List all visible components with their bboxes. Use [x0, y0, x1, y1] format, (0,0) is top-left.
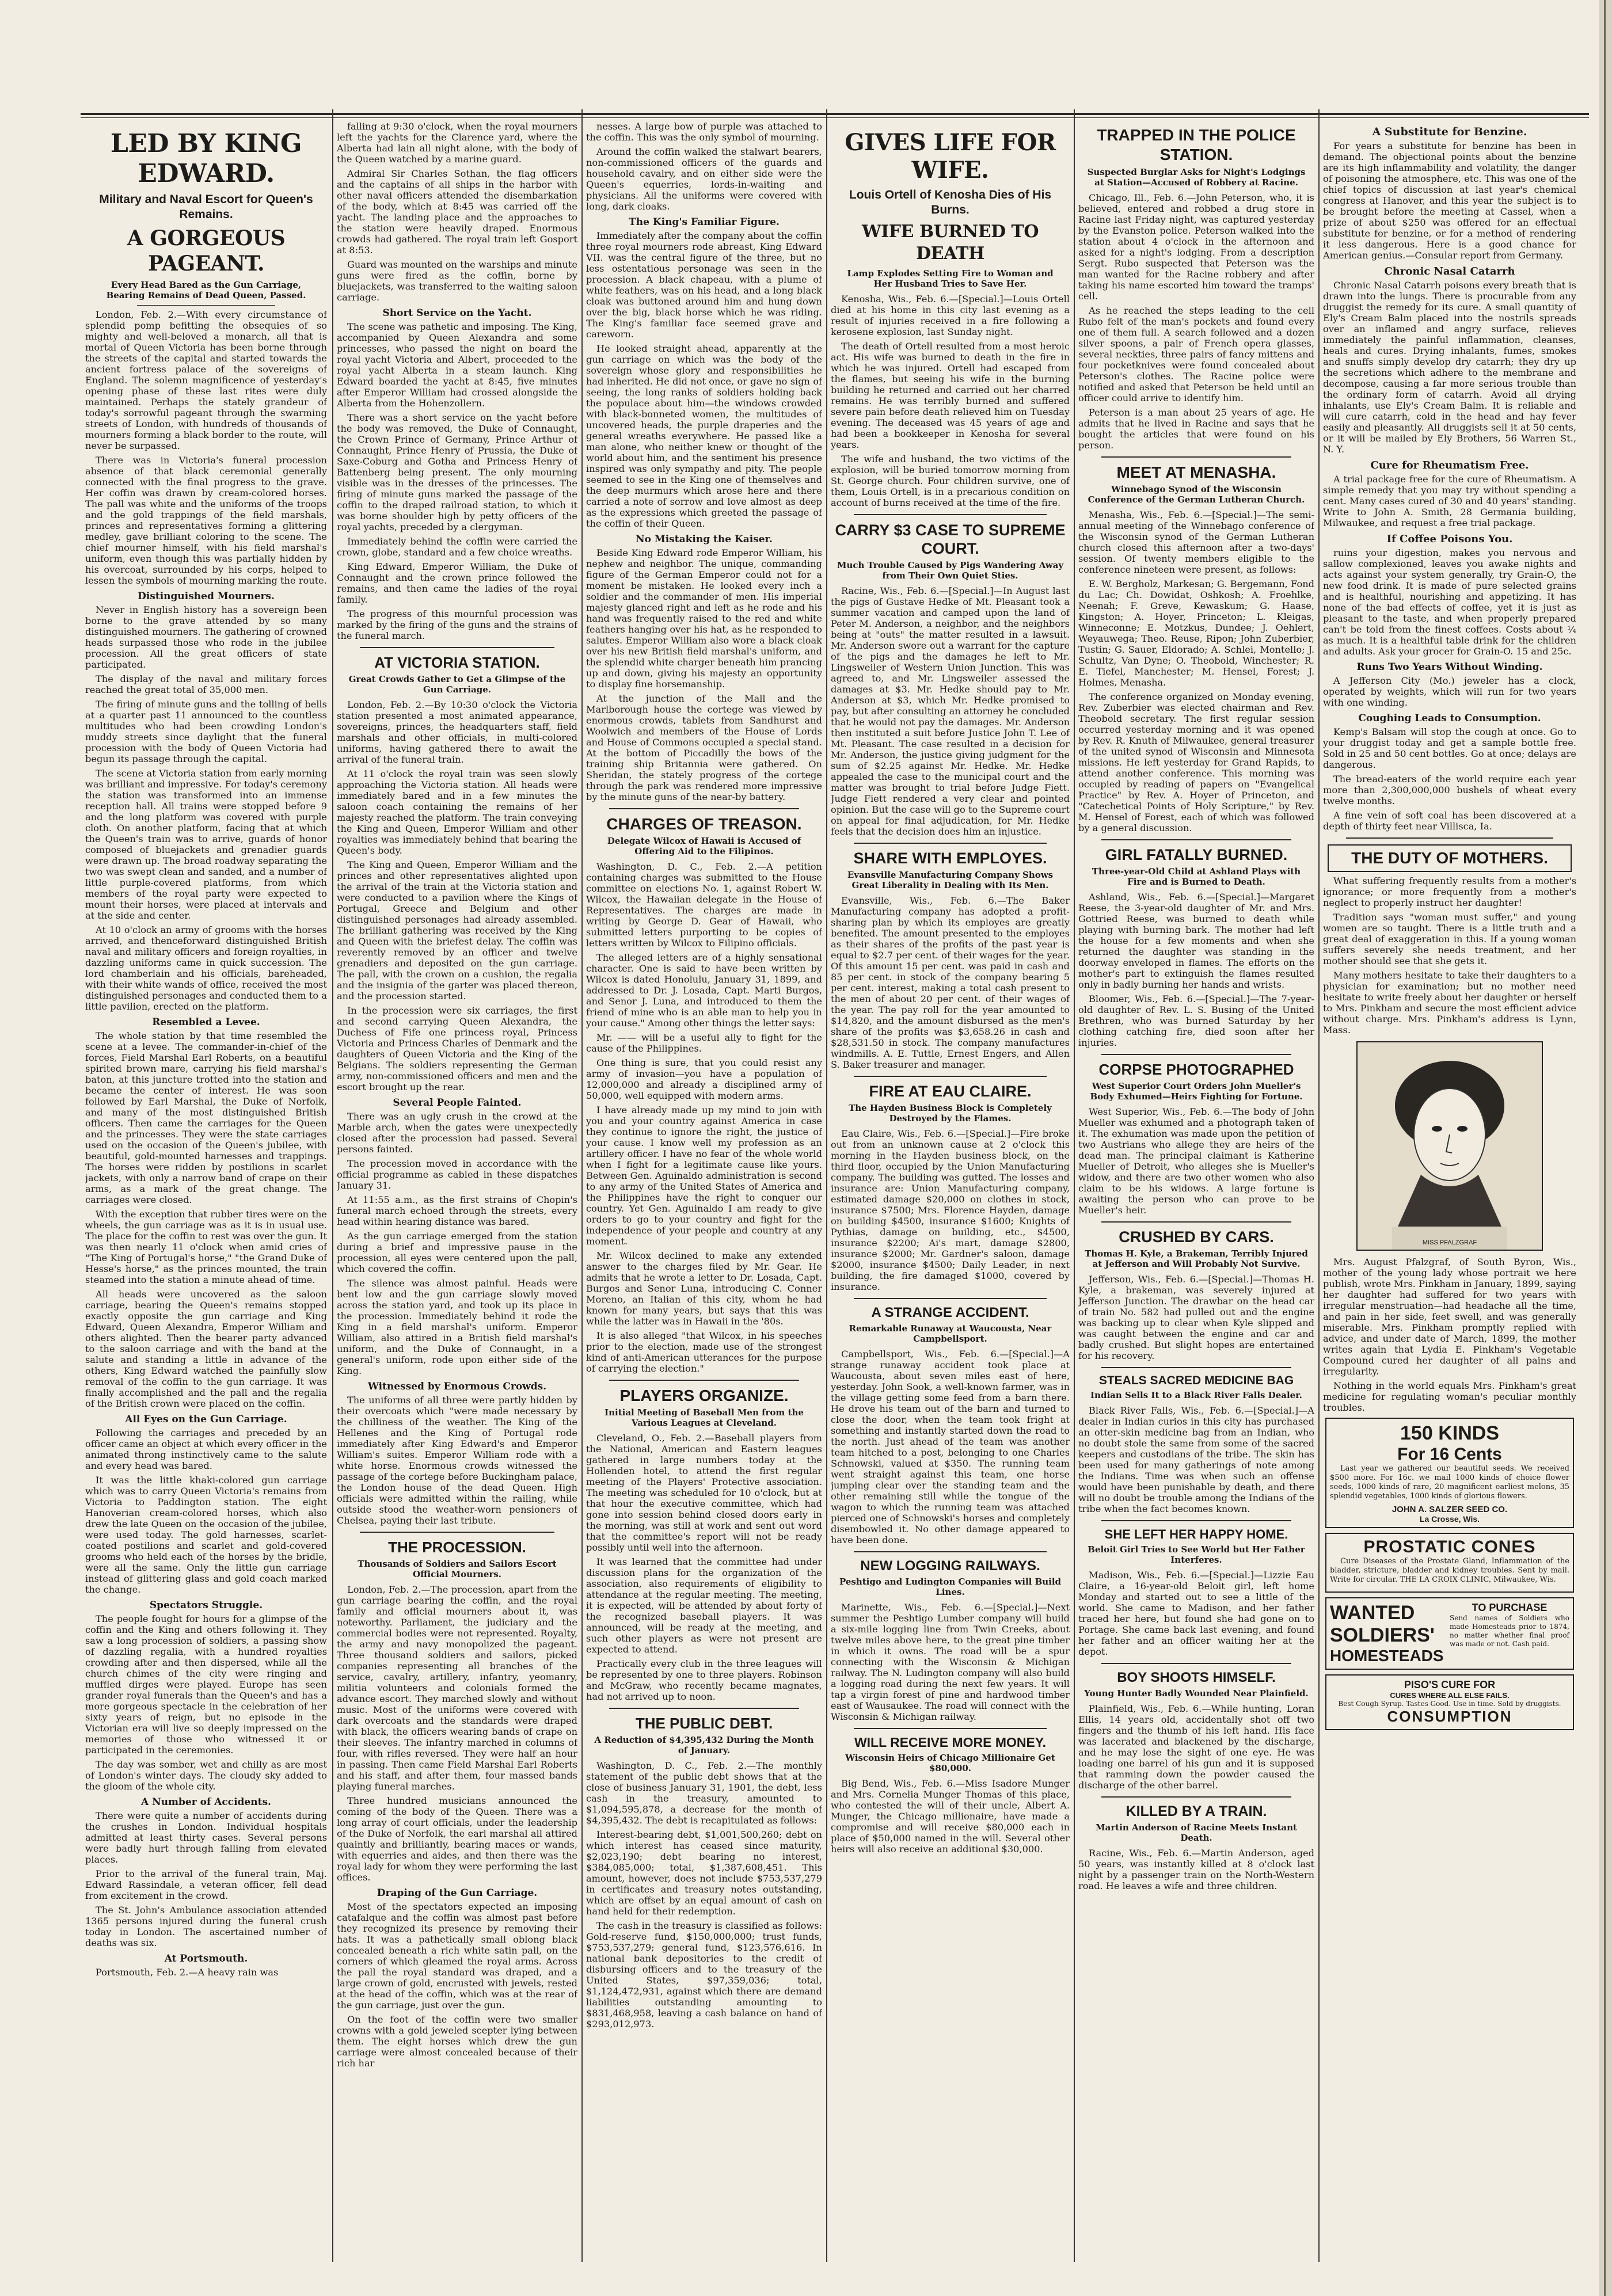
- ad-paragraph: Mrs. August Pfalzgraf, of South Byron, Wis., mother of the young lady whose portrait we here publish, wrote Mrs. Pinkham in January, 1899, saying her daughter had suffered for two years with irregular menstruation—had headache all the time, and pain in her side, feet swell, and was generally miserable. Mrs. Pinkham promptly replied with advice, and under date of March, 1899, the mother writes again that Lydia E. Pinkham's Vegetable Compound cured her daughter of all pains and irregularity.: [1323, 1256, 1576, 1377]
- top-rule: [81, 113, 1589, 115]
- article-paragraph: The uniforms of all three were partly hidden by their overcoats which "were made necessary by the chilliness of the weather. The King of the Hellenes and the King of Portugal rode immediately after King Edward's and Emperor William's suites. Emperor William rode with a white horse. Enormous crowds witnessed the passage of the cortege before Buckingham palace, the London house of the dead Queen. High officials were admitted within the railing, while outside stood the weather-worn pensioners of Chelsea, paying their last tribute.: [337, 1395, 577, 1526]
- article-paragraph: At 10 o'clock an army of grooms with the horses arrived, and thenceforward distinguished British naval and military officers and foreign royalties, in dazzling uniforms came in quick succession. The lord chamberlain and his officials, bareheaded, with their white wands of office, received the most distinguished personages and conducted them to a little pavilion, erected on the platform.: [85, 924, 327, 1012]
- headline-girl-fatally-burned: GIRL FATALLY BURNED.: [1105, 846, 1288, 863]
- article-paragraph: Around the coffin walked the stalwart bearers, non-commissioned officers of the guards and household cavalry, and on either side were the Queen's equerries, lords-in-waiting and physicians. All the uniforms were covered with long, dark cloaks.: [586, 146, 822, 212]
- headline-strange-accident: A STRANGE ACCIDENT.: [871, 1305, 1029, 1320]
- deck-ashland: Three-year-Old Child at Ashland Plays with Fire and is Burned to Death.: [1092, 866, 1301, 887]
- deck-indian: Indian Sells It to a Black River Falls Dealer.: [1090, 1390, 1302, 1400]
- article-paragraph: Chicago, Ill., Feb. 6.—John Peterson, who, it is believed, entered and robbed a drug store in Racine last Friday night, was captured yesterday by the Evanston police. Peterson walked into the station about 4 o'clock in the afternoon and asked for a night's lodging. From a description Sergt. Rubo suspected that Peterson was the man wanted for the Racine robbery and after taking his name escorted him toward the tramps' cell.: [1078, 192, 1314, 302]
- article-paragraph: Racine, Wis., Feb. 6.—Martin Anderson, aged 50 years, was instantly killed at 8 o'clock last night by a passenger train on the North-Western road. He leaves a wife and three children.: [1078, 1848, 1314, 1891]
- article-paragraph: Campbellsport, Wis., Feb. 6.—[Special.]—A strange runaway accident took place at Waucousta, about seven miles east of here, yesterday. John Sook, a well-known farmer, was in the village getting some feed from a barn there. He drove his team out of the barn and turned to close the door, when the team took fright at something and instantly started down the road to the north. Just ahead of the team was another team hitched to a post, belonging to one Charles Schnowski, valued at $350. The running team went straight against this team, one horse jumping clear over the standing team and the other remaining still while the tongue of the wagon to which the running team was attached pierced one of Schnowski's horses and completely disembowled it. No other damage appeared to have been done.: [831, 1349, 1070, 1545]
- article-paragraph: Washington, D. C., Feb. 2.—A petition containing charges was submitted to the House committee on elections No. 1, against Robert W. Wilcox, the Hawaiian delegate in the House of Representatives. The charges are made in writing by George D. Gear of Hawaii, who submitted letters purporting to be copies of letters written by Wilcox to Filipino officials.: [586, 861, 822, 949]
- ad-prostatic-cones: [1325, 1533, 1574, 1593]
- page-edge: [1599, 0, 1612, 2296]
- article-paragraph: The whole station by that time resembled the scene at a levee. The commander-in-chief of the forces, Field Marshal Earl Roberts, on a beautiful spirited brown mare, carrying his field marshal's baton, at this juncture trotted into the station and became the center of interest. He was soon followed by Earl Marshal, the Duke of Norfolk, and many of the most distinguished British officers. Then came the carriages for the Queen and the princesses. They were the state carriages used on the occasion of the Queen's jubilee, with beautiful, gold-mounted harnesses and trappings. The horses were ridden by postilions in scarlet jackets, with only a narrow band of crape on their arms, as a mark of the great change. The carriages were closed.: [85, 1030, 327, 1205]
- headline-crushed-by-cars: CRUSHED BY CARS.: [1119, 1228, 1274, 1246]
- separator: [360, 1532, 554, 1533]
- ad-pisos-title: PISO'S CURE FOR: [1404, 1679, 1496, 1690]
- headline-logging-railways: NEW LOGGING RAILWAYS.: [860, 1558, 1040, 1574]
- separator: [854, 1076, 1047, 1077]
- article-paragraph: King Edward, Emperor William, the Duke of Connaught and the crown prince followed the remains, and then came the ladies of the royal family.: [337, 561, 577, 605]
- headline-more-money: WILL RECEIVE MORE MONEY.: [854, 1735, 1047, 1750]
- portrait-illustration: [1358, 1042, 1542, 1250]
- article-paragraph: At 11 o'clock the royal train was seen slowly approaching the Victoria station. All heads were immediately bared and in a few minutes the saloon coach containing the remains of her majesty reached the platform. The train conveying the King and Queen, Emperor William and other royalties was immediately behind that bearing the Queen's body.: [337, 768, 577, 856]
- separator: [137, 305, 275, 306]
- deck-wilcox: Delegate Wilcox of Hawaii is Accused of Offering Aid to the Filipinos.: [607, 836, 801, 856]
- section-subhead: Several People Fainted.: [393, 1097, 522, 1109]
- article-paragraph: Peterson is a man about 25 years of age. He admits that he lived in Racine and says that he bought the articles that were found on his person.: [1078, 407, 1314, 451]
- separator: [854, 843, 1047, 844]
- ad-paragraph: Nothing in the world equals Mrs. Pinkham's great medicine for regulating woman's peculiar monthly troubles.: [1323, 1380, 1576, 1413]
- article-paragraph: Never in English history has a sovereign been borne to the grave attended by so many distinguished mourners. The gathering of crowned heads surpassed those who rode in the jubilee procession. All the great officers of state participated.: [85, 604, 327, 670]
- top-rule-thin: [81, 117, 1589, 118]
- article-paragraph: Eau Claire, Wis., Feb. 6.—[Special.]—Fire broke out from an unknown cause at 2 o'clock this morning in the Hayden business block, on the third floor, occupied by the Union Manufacturing company. The building was gutted. The losses and insurance are: Union Manufacturing company, estimated damage $20,000 on clothes in stock, insurance $7500; Mrs. Florence Hayden, damage on building $4500, insurance $1600; Knights of Pythias, damage on building, etc., $4500, insurance $2200; Ai's mart, damage $2800, insurance $2000; Mr. Gardner's saloon, damage $2000, insurance $4500; Daily Leader, in next building, the fire damaged $1000, covered by insurance.: [831, 1128, 1070, 1292]
- article-paragraph: Jefferson, Wis., Feb. 6.—[Special.]—Thomas H. Kyle, a brakeman, was severely injured at Jefferson Junction. The drawbar on the head car of train No. 582 had pulled out and the engine was backing up to clear when Kyle slipped and was caught between the engine and car and badly crushed. But slight hopes are entertained for his recovery.: [1078, 1274, 1314, 1361]
- ad-headline-benzine: A Substitute for Benzine.: [1372, 125, 1527, 138]
- article-paragraph: It is also alleged "that Wilcox, in his speeches prior to the election, made use of the strongest kind of anti-American utterances for the purpose of carrying the election.": [586, 1330, 822, 1374]
- article-paragraph: Interest-bearing debt, $1,001,500,260; debt on which interest has ceased since maturity, $2,023,190; debt bearing no interest, $384,085,000; total, $1,387,608,451. This amount, however, does not include $753,537,279 in certificates and treasury notes outstanding, which are offset by an equal amount of cash on hand held for their redemption.: [586, 1829, 822, 1917]
- deck-soldiers: Thousands of Soldiers and Sailors Escort Official Mourners.: [358, 1559, 557, 1579]
- article-paragraph: Practically every club in the three leagues will be represented by one to three players. Robinson and McGraw, who recently became magnates, had not arrived up to noon.: [586, 1658, 822, 1702]
- article-paragraph: The people fought for hours for a glimpse of the coffin and the King and others following it. They saw a long procession of soldiers, a passing show of dazzling regalia, with a hundred royalties crowding after and then dispersed, while all the church chimes of the city were ringing and muffled dirges were played. Europe has seen grander royal funerals than the Queen's and has a more gorgeous spectacle in the celebration of her sixty years of reign, but no episode in the Victorian era will live so deeply impressed on the memories of those who witnessed it or participated in the ceremonies.: [85, 1613, 327, 1756]
- article-paragraph: Mr. Wilcox declined to make any extended answer to the charges filed by Mr. Gear. He admits that he wrote a letter to Dr. Losada, Capt. Burgos and Senor Luna, introducing C. Conner Moreno, an Italian of this city, whom he had known for many years, but says that this was while the latter was in Hawaii in the '80s.: [586, 1250, 822, 1327]
- ad-soldiers: SOLDIERS': [1330, 1624, 1435, 1646]
- deck-anderson: Martin Anderson of Racine Meets Instant Death.: [1096, 1822, 1297, 1843]
- article-paragraph: The St. John's Ambulance association attended 1365 persons injured during the funeral crush today in London. The ascertained number of deaths was six.: [85, 1905, 327, 1948]
- column-rule: [581, 109, 583, 2262]
- article-paragraph: Beside King Edward rode Emperor William, his nephew and neighbor. The unique, commanding figure of the German Emperor could not for a moment be mistaken. He looked every inch a soldier and the commander of men. His imperial majesty glanced right and left as he rode and his hand was frequently raised to the red and white feathers hanging over his hat, as he responded to salutes. Emperor William also wore a black cloak over his new British field marshal's uniform, and the splendid white charger beneath him prancing up and down, giving his majesty an opportunity to display fine horsemanship.: [586, 547, 822, 690]
- deck-hayden-block: The Hayden Business Block is Completely Destroyed by the Flames.: [849, 1103, 1052, 1124]
- section-subhead: The King's Familiar Figure.: [629, 216, 780, 228]
- ad-headline-coffee: If Coffee Poisons You.: [1386, 533, 1513, 545]
- headline-public-debt: THE PUBLIC DEBT.: [635, 1715, 773, 1732]
- subhead-escort: Military and Naval Escort for Queen's Remains.: [99, 193, 313, 221]
- article-paragraph: Madison, Wis., Feb. 6.—[Special.]—Lizzie Eau Claire, a 16-year-old Beloit girl, left home Monday and started out to see a little of the world. She came to Madison, and her father traced her here, but found she had gone on to Portage. She came back last evening, and found her father and an officer waiting her at the depot.: [1078, 1570, 1314, 1657]
- column-rule: [332, 109, 333, 2262]
- headline-gives-life-for-wife: GIVES LIFE FOR WIFE.: [845, 129, 1056, 184]
- ad-headline-catarrh: Chronic Nasal Catarrh: [1384, 265, 1515, 277]
- separator: [1101, 1520, 1291, 1521]
- ad-paragraph: Tradition says "woman must suffer," and young women are so taught. There is a little truth and a great deal of exaggeration in this. If a young woman suffers severely she needs treatment, and her mother should see that she gets it.: [1323, 912, 1576, 966]
- ad-homesteads: HOMESTEADS: [1330, 1647, 1444, 1665]
- ad-paragraph: For years a substitute for benzine has been in demand. The objectional points about the benzine are its high inflammability and volatility, the danger of poisoning the atmosphere, etc. This was one of the chief topics of discussion at last year's chemical congress at Hanover, and this year the subject is to be brought before the meeting at Cassel, when a prize of about $250 was offered for an effectual substitute for benzine, or for a method of rendering it less dangerous. Here is a good chance for American genius.—Consular report from Germany.: [1323, 140, 1576, 261]
- headline-charges-of-treason: CHARGES OF TREASON.: [606, 815, 802, 833]
- ad-paragraph: What suffering frequently results from a mother's ignorance; or more frequently from a mother's neglect to properly instruct her daughter!: [1323, 875, 1576, 908]
- headline-clock: Runs Two Years Without Winding.: [1356, 661, 1543, 673]
- separator: [1101, 1663, 1291, 1664]
- article-paragraph: Black River Falls, Wis., Feb. 6.—[Special.]—A dealer in Indian curios in this city has purchased an otter-skin medicine bag from an Indian, who no doubt stole the same from some of the sacred keepers and custodians of the tribe. The skin has been used for many gatherings of note among the Indians. Time was when such an offense would have been punishable by death, and there will no doubt be trouble among the Indians of the tribe when the fact becomes known.: [1078, 1405, 1314, 1514]
- headline-led-by-king-edward: LED BY KING EDWARD.: [110, 129, 302, 188]
- article-paragraph: Ashland, Wis., Feb. 6.—[Special.]—Margaret Reese, the 3-year-old daughter of Mr. and Mrs. Gottried Reese, was burned to death while playing with burning bark. The mother had left the house for a few moments and when she returned the daughter was standing in the doorway enveloped in flames. The efforts on the mother's part to extinguish the flames resulted only in badly burning her hands and wrists.: [1078, 892, 1314, 990]
- deck-synod: Winnebago Synod of the Wisconsin Conference of the German Lutheran Church.: [1088, 484, 1305, 505]
- column-6: [1323, 121, 1576, 2262]
- article-paragraph: The silence was almost painful. Heads were bent low and the gun carriage slowly moved across the station yard, and took up its place in the procession. Immediately behind it rode the King in a field marshal's uniform. Emperor William, also attired in a British field marshal's uniform, and the Duke of Connaught, in a general's uniform, rode upon either side of the King.: [337, 1278, 577, 1376]
- separator: [609, 1380, 799, 1381]
- deck-beloit: Beloit Girl Tries to See World but Her Father Interferes.: [1088, 1544, 1305, 1565]
- separator: [360, 647, 554, 648]
- deck-hunter: Young Hunter Badly Wounded Near Plainfield.: [1084, 1688, 1309, 1699]
- separator: [854, 514, 1047, 515]
- article-paragraph: Racine, Wis., Feb. 6.—[Special.]—In August last the pigs of Gustave Hedke of Mt. Pleasant took a summer vacation and camped upon the land of Peter M. Anderson, a neighbor, and the neighbors being at "outs" the matter resulted in a lawsuit. Mr. Anderson swore out a warrant for the capture of the pigs and the damages he left to Mr. Lingsweiler of Western Union Junction. This was agreed to, and Mr. Lingsweiler assessed the damages at $3. Mr. Hedke should pay to Mr. Anderson at $3, which Mr. Hedke promised to pay, but after consulting an attorney he concluded that he would not pay the damages. Mr. Anderson then instituted a suit before Justice John T. Lee of Mt. Pleasant. The case resulted in a decision for Mr. Anderson, the justice giving judgment for the sum of $2.25 against Mr. Hedke. Mr. Hedke appealed the case to the municipal court and the matter was brought to trial before Judge Fiett. Judge Fiett rendered a very clear and pointed opinion. But the case will go to the Supreme court on appeal for final adjudication, for Mr. Hedke feels that the decision does him an injustice.: [831, 585, 1070, 837]
- deck-peshtigo: Peshtigo and Ludington Companies will Build Lines.: [839, 1577, 1062, 1597]
- section-subhead: At Portsmouth.: [164, 1953, 248, 1964]
- article-paragraph: A fine vein of soft coal has been discovered at a depth of thirty feet near Villisca, Ia.: [1323, 810, 1576, 832]
- article-paragraph: Marinette, Wis., Feb. 6.—[Special.]—Next summer the Peshtigo Lumber company will build a six-mile logging line from Twin Creeks, about twelve miles above here, to the great pine timber in which it owns. The road will be a spur connecting with the Wisconsin & Michigan railway. The N. Ludington company will also build a logging road during the next few years. It will tap a virgin forest of pine and hardwood timber east of Wausaukee. The road will connect with the Wisconsin & Michigan railway.: [831, 1602, 1070, 1722]
- article-paragraph: The scene at Victoria station from early morning was brilliant and impressive. For today's ceremony the station was transformed into an immense reception hall. All trains were stopped before 9 and the long platform was covered with purple cloth. On another platform, facing that at which the Queen's train was to arrive, guards of honor composed of bluejackets and grenadier guards were drawn up. The broad roadway separating the two was swept clean and sanded, and a number of little purple-covered platforms, from which members of the royal party were expected to mount their horses, were placed at intervals and at the side and center.: [85, 768, 327, 921]
- ad-seeds-price: For 16 Cents: [1397, 1445, 1502, 1464]
- headline-fire-eau-claire: FIRE AT EAU CLAIRE.: [869, 1083, 1032, 1100]
- deck-crowds: Great Crowds Gather to Get a Glimpse of the Gun Carriage.: [348, 674, 566, 695]
- separator: [854, 1728, 1047, 1729]
- article-paragraph: The King and Queen, Emperor William and the princes and other representatives alighted upon the arrival of the train at the Victoria station and were conducted to a pavilion where the Kings of Portugal, Greece and Belgium and other distinguished personages had already assembled. The brilliant gathering was received by the King and Queen with the briefest delay. The coffin was reverently removed by an officer and twelve grenadiers and deposited on the gun carriage. The pall, with the crown on a cushion, the regalia and the insignia of the garter was placed thereon, and the procession started.: [337, 859, 577, 1002]
- article-paragraph: The cash in the treasury is classified as follows: Gold-reserve fund, $150,000,000; trust funds, $753,537,279; general fund, $123,576,616. In national bank depositories to the credit of disbursing officers and to the treasury of the United States, $97,359,036; total, $1,124,472,931, against which there are demand liabilities outstanding amounting to $831,468,958, leaving a cash balance on hand of $293,012,973.: [586, 1920, 822, 2030]
- article-paragraph: Evansville, Wis., Feb. 6.—The Baker Manufacturing company has adopted a profit-sharing plan by which its employes are greatly benefited. The amount presented to the employes as their shares of the profits of the past year is equal to $2.7 per cent. of their wages for the year. Of this amount 15 per cent. was paid in cash and 85 per cent. in stock of the company bearing 5 per cent. interest, making a total cash present to the men of about 20 per cent. of their wages of the year. The pay roll for the year amounted to $14,820, and the amount disbursed as the men's share of the profits was $3,658.26 in cash and $28,531.50 in stock. The company manufactures windmills. A. E. Tuttle, Ernest Engers, and Allen S. Baker treasurer and manager.: [831, 895, 1070, 1070]
- ad-paragraph: ruins your digestion, makes you nervous and sallow complexioned, leaves you awake nights and acts against your system generally, try Grain-O, the new food drink. It is made of pure selected grains and is healthful, nourishing and appetizing. It has none of the bad effects of coffee, yet it is just as pleasant to the taste, and when properly prepared can't be told from the finest coffees. Costs about ¼ as much. It is a healthful table drink for the children and adults. Ask your grocer for Grain-O. 15 and 25c.: [1323, 547, 1576, 657]
- article-paragraph: The conference organized on Monday evening, Rev. Zuberbier was elected chairman and Rev. Theobold secretary. The first regular session occurred yesterday morning and it was opened by Rev. R. Knuth of Milwaukee, general treasurer of the united synod of Wisconsin and Minnesota missions. He left yesterday for Grand Rapids, to attend another conference. This morning was occupied by reading of papers on "Evangelical Practice" by Rev. A. Hoyer of Princeton, and "Catechetical Points of Holy Scripture," by Rev. M. Hensel of Forest, each of which was followed by a general discussion.: [1078, 691, 1314, 833]
- separator: [1101, 1367, 1291, 1368]
- separator: [1101, 1221, 1291, 1223]
- ad-to-purchase: TO PURCHASE: [1472, 1602, 1548, 1613]
- ad-soldiers-homesteads: [1325, 1597, 1574, 1670]
- article-paragraph: Washington, D. C., Feb. 2.—The monthly statement of the public debt shows that at the close of business January 31, 1901, the debt, less cash in the treasury, amounted to $1,094,595,878, a decrease for the month of $4,395,432. The debt is recapitulated as follows:: [586, 1760, 822, 1826]
- article-paragraph: Cleveland, O., Feb. 2.—Baseball players from the National, American and Eastern leagues gathered in large numbers today at the Hollenden hotel, to attend the first regular meeting of the Players' Protective association. The meeting was scheduled for 10 o'clock, but at that hour the executive committee, which had gone into session behind closed doors early in the morning, was still at work and sent out word that the committee's report will not be ready possibly until well into the afternoon.: [586, 1433, 822, 1553]
- article-paragraph: As he reached the steps leading to the cell Rubo felt of the man's pockets and found every one of them full. A search followed and a dozen silver spoons, a pair of French opera glasses, several neckties, three pairs of fancy mittens and four pocketknives were found concealed about Peterson's clothes. The Racine police were notified and asked that Peterson be held until an officer could arrive to identify him.: [1078, 305, 1314, 403]
- ad-wanted: WANTED: [1330, 1602, 1415, 1624]
- column-rule: [1074, 109, 1075, 2262]
- headline-victoria-station: AT VICTORIA STATION.: [374, 654, 540, 671]
- article-paragraph: A Jefferson City (Mo.) jeweler has a clock, operated by weights, which will run for two years with one winding.: [1323, 675, 1576, 708]
- section-subhead: Distinguished Mourners.: [138, 591, 275, 602]
- article-paragraph: The progress of this mournful procession was marked by the firing of the guns and the strains of the funeral march.: [337, 608, 577, 641]
- article-paragraph: With the exception that rubber tires were on the wheels, the gun carriage was as it is in usual use. The place for the coffin to rest was over the gun. It was then nearly 11 o'clock when amid cries of "The King of Portugal's horse," "the Grand Duke of Hesse's horse," as the princes mounted, the train steamed into the station a minute ahead of time.: [85, 1209, 327, 1285]
- headline-gorgeous-pageant: A GORGEOUS PAGEANT.: [127, 226, 286, 276]
- deck-burglar: Suspected Burglar Asks for Night's Lodgings at Station—Accused of Robbery at Racine.: [1087, 167, 1306, 188]
- article-paragraph: Kenosha, Wis., Feb. 6.—[Special.]—Louis Ortell died at his home in this city last evening as a result of injuries received in a fire following a kerosene explosion, last Sunday night.: [831, 294, 1070, 337]
- article-paragraph: E. W. Bergholz, Markesan; G. Bergemann, Fond du Lac; Ch. Dowidat, Oshkosh; A. Froehlke, Neenah; F. Greve, Kewaskum; G. Haase, Kingston; A. Hoyer, Princeton; L. Kleigas, Winneconne; E. Motzkus, Dundee; J. Oehlert, Weyauwega; Theo. Reuse, Ripon; John Zuberbier, Tustin; G. Sauer, Eldorado; A. Schlei, Montello; J. Schultz, Van Dyne; O. Theobold, Winchester; R. E. Tiefel, Manchester; M. Hensel, Forest; J. Holmes, Menasha.: [1078, 578, 1314, 688]
- article-paragraph: London, Feb. 2.—The procession, apart from the gun carriage bearing the coffin, and the royal family and official mourners about it, was noteworthy. Parliament, the judiciary and the commercial bodies were not represented. Royalty, the army and navy monopolized the pageant. Three thousand soldiers and sailors, picked companies representing all branches of the service, cavalry, artillery, infantry, yeomanry, militia volunteers and colonials formed the advance escort. They marched slowly and without music. Most of the uniforms were covered with dark overcoats and the standards were draped with black, the officers wearing bands of crape on their sleeves. The infantry marched in columns of four, with rifles reversed. They were half an hour in passing. Then came Field Marshal Earl Roberts and his staff, and after them, four massed bands playing funeral marches.: [337, 1584, 577, 1792]
- article-paragraph: Following the carriages and preceded by an officer came an object at which every officer in the animated throng instinctively came to the salute and every head was bared.: [85, 1427, 327, 1471]
- ad-headline-rheumatism: Cure for Rheumatism Free.: [1370, 459, 1529, 471]
- separator: [1101, 1796, 1291, 1798]
- article-paragraph: At the junction of the Mall and the Marlborough house the cortege was viewed by enormous crowds, tablets from Sandhurst and Woolwich and members of the House of Lords and House of Commons occupied a special stand. At the bottom of Piccadilly the bows of the training ship Britannia were gathered. On Sheridan, the stately progress of the cortege through the park was rendered more impressive by the minute guns of the near-by battery.: [586, 693, 822, 802]
- article-paragraph: It was learned that the committee had under discussion plans for the organization of the association, also requirements of eligibility to attendance at the regular meeting. The meeting, it is expected, will be attended by about forty of the recognized baseball players. It was announced, will be ready at the meeting, and such other players as were not present are expected to attend.: [586, 1556, 822, 1655]
- article-paragraph: It was the little khaki-colored gun carriage which was to carry Queen Victoria's remains from Victoria to Paddington station. The eight Hanoverian cream-colored horses, which also drew the late Queen on the occasion of the jubilee, were used today. The gold harnesses, scarlet-coated postilions and scarlet and gold-covered grooms who held each of the horses by the bridle, were all the same. Only the little gun carriage instead of glittering glass and gold coach marked the change.: [85, 1475, 327, 1595]
- deck-gun-carriage: Every Head Bared as the Gun Carriage, Bearing Remains of Dead Queen, Passed.: [106, 280, 306, 300]
- ad-paragraph: A trial package free for the cure of Rheumatism. A simple remedy that you may try without spending a cent. Many cases cured of 30 and 40 years' standing. Write to John A. Smith, 28 Germania building, Milwaukee, and request a free trial package.: [1323, 474, 1576, 528]
- ad-headline-duty-of-mothers: THE DUTY OF MOTHERS.: [1328, 844, 1572, 872]
- deck-pigs: Much Trouble Caused by Pigs Wandering Away from Their Own Quiet Sties.: [837, 560, 1064, 581]
- column-1: [85, 121, 327, 2262]
- section-subhead: Witnessed by Enormous Crowds.: [367, 1381, 547, 1392]
- article-paragraph: On the foot of the coffin were two smaller crowns with a gold jeweled scepter lying between them. The eight horses which drew the gun carriage were almost concealed because of their rich har: [337, 2014, 577, 2069]
- deck-heirs: Wisconsin Heirs of Chicago Millionaire Get $80,000.: [845, 1753, 1055, 1773]
- ad-pisos-cures: CURES WHERE ALL ELSE FAILS.: [1390, 1691, 1510, 1700]
- article-paragraph: Admiral Sir Charles Sothan, the flag officers and the captains of all ships in the harbor with other naval officers attended the disembarkation of the body, which at 8:45 was carried off the yacht. The landing place and the approaches to the station were heavily draped. Enormous crowds had gathered. The royal train left Gosport at 8:53.: [337, 168, 577, 256]
- portrait-caption: MISS PFALZGRAF: [1422, 1239, 1477, 1246]
- subhead-louis-ortell: Louis Ortell of Kenosha Dies of His Burns.: [849, 188, 1052, 216]
- article-paragraph: Big Bend, Wis., Feb. 6.—Miss Isadore Munger and Mrs. Cornelia Munger Thomas of this place, who contested the will of their uncle, Albert A. Munger, the Chicago millionaire, have made a compromise and will receive $80,000 each in place of $50,000 named in the will. Several other heirs will also receive an additional $30,000.: [831, 1778, 1070, 1855]
- ad-paragraph: Kemp's Balsam will stop the cough at once. Go to your druggist today and get a sample bottle free. Sold in 25 and 50 cent bottles. Go at once; delays are dangerous.: [1323, 726, 1576, 770]
- headline-meet-at-menasha: MEET AT MENASHA.: [1116, 463, 1276, 481]
- article-paragraph: Plainfield, Wis., Feb. 6.—While hunting, Loran Ellis, 14 years old, accidentally shot off two fingers and the thumb of his left hand. His face was lacerated and blackened by the discharge, and he may lose the sight of one eye. He was loading one barrel of his gun and it is supposed that ramming down the powder caused the discharge of the other barrel.: [1078, 1703, 1314, 1791]
- separator: [854, 1551, 1047, 1552]
- ad-seeds-city: La Crosse, Wis.: [1419, 1514, 1480, 1524]
- ad-pisos-cure: [1325, 1674, 1574, 1730]
- headline-medicine-bag: STEALS SACRED MEDICINE BAG: [1098, 1374, 1294, 1387]
- headline-trapped-police-station: TRAPPED IN THE POLICE STATION.: [1097, 126, 1296, 163]
- article-paragraph: The wife and husband, the two victims of the explosion, will be buried tomorrow morning from St. George church. Four children survive, one of them, Louis Ortell, is in a precarious condition on account of burns received at the time of the fire.: [831, 454, 1070, 508]
- article-paragraph: The firing of minute guns and the tolling of bells at a quarter past 11 announced to the countless multitudes who had been crowding London's muddy streets since daylight that the funeral procession with the body of Queen Victoria had begun its passage through the capital.: [85, 699, 327, 764]
- article-paragraph: The bread-eaters of the world require each year more than 2,300,000,000 bushels of wheat every twelve months.: [1323, 774, 1576, 806]
- ad-prostatic-title: PROSTATIC CONES: [1363, 1537, 1536, 1556]
- deck-mueller: West Superior Court Orders John Mueller's Body Exhumed—Heirs Fighting for Fortune.: [1090, 1081, 1303, 1102]
- headline-happy-home: SHE LEFT HER HAPPY HOME.: [1104, 1527, 1288, 1541]
- section-subhead: Short Service on the Yacht.: [382, 307, 532, 319]
- article-paragraph: London, Feb. 2.—By 10:30 o'clock the Victoria station presented a most animated appearance, sovereigns, princes, the headquarters staff, field marshals and other officials, in multi-colored uniforms, having gathered there to await the arrival of the funeral train.: [337, 699, 577, 765]
- ad-prostatic-text: Cure Diseases of the Prostate Gland, Inflammation of the bladder, stricture, bladder and kidney troubles. Sent by mail. Write for circular. THE LA CROIX CLINIC, Milwaukee, Wis.: [1330, 1557, 1569, 1584]
- article-paragraph: Bloomer, Wis., Feb. 6.—[Special.]—The 7-year-old daughter of Rev. L. S. Busing of the United Brethren, who was burned Saturday by her clothing catching fire, died soon after her injuries.: [1078, 993, 1314, 1048]
- article-paragraph: falling at 9:30 o'clock, when the royal mourners left the yachts for the Clarence yard, where the Alberta had lain all night alone, with the body of the Queen watched by a marine guard.: [337, 121, 577, 165]
- article-paragraph: All heads were uncovered as the saloon carriage, bearing the Queen's remains stopped exactly opposite the gun carriage and King Edward, Queen Alexandra, Emperor William and others alighted. Then the bearer party advanced to the saloon carriage and with the band at the salute and standing a little in advance of the others, King Edward watched the painfully slow removal of the coffin to the gun carriage. It was finally accomplished and the pall and the regalia of the British crown were placed on the coffin.: [85, 1289, 327, 1409]
- ad-seeds-kinds: 150 KINDS: [1400, 1422, 1499, 1444]
- deck-debt: A Reduction of $4,395,432 During the Month of January.: [594, 1735, 814, 1756]
- article-paragraph: In the procession were six carriages, the first and second carrying Queen Alexandra, the Duchess of Fife one princess royal, Princess Victoria and Princess Charles of Denmark and the daughters of Queen Victoria and the King of the Belgians. The soldiers representing the German army, non-commissioned officers and men and the escort brought up the rear.: [337, 1005, 577, 1092]
- separator: [1346, 837, 1553, 839]
- column-5: [1078, 121, 1314, 2262]
- deck-kyle: Thomas H. Kyle, a Brakeman, Terribly Injured at Jefferson and Will Probably Not Survive.: [1085, 1248, 1308, 1269]
- ad-pisos-consumption: CONSUMPTION: [1387, 1708, 1512, 1725]
- ad-seeds-company: JOHN A. SALZER SEED CO.: [1392, 1505, 1508, 1514]
- section-subhead: A Number of Accidents.: [141, 1796, 271, 1808]
- article-paragraph: The death of Ortell resulted from a most heroic act. His wife was burned to death in the fire in which he was injured. Ortell had escaped from the flames, but seeing his wife in the burning building he returned and carried out her charred remains. He was terribly burned and suffered severe pain before death relieved him on Tuesday evening. The deceased was 45 years of age and had been a bookkeeper in Kenosha for several years.: [831, 341, 1070, 450]
- separator: [609, 808, 799, 809]
- article-paragraph: The alleged letters are of a highly sensational character. One is said to have been written by Wilcox is dated Honolulu, January 31, 1899, and addressed to Dr. J. Losada, Capt. Marti Burgos, and Senor J. Luna, and introduced to them the friend of mine who is an able man to help you in your cause." Among other things the letter says:: [586, 952, 822, 1029]
- article-paragraph: The procession moved in accordance with the official programme as cabled in these dispatches January 31.: [337, 1158, 577, 1191]
- article-paragraph: There was a short service on the yacht before the body was removed, the Duke of Connaught, the Crown Prince of Germany, Prince Arthur of Connaught, Prince Henry of Prussia, the Duke of Saxe-Coburg and Gotha and Princess Henry of Battenberg being present. The only mourning visible was in the dresses of the princesses. The firing of minute guns marked the passage of the coffin to the draped railroad station, to which it was borne shoulder high by petty officers of the royal yachts, preceded by a clergyman.: [337, 412, 577, 532]
- article-paragraph: He looked straight ahead, apparently at the gun carriage on which was the body of the sovereign whose glory and responsibilities he had inherited. He did not once, or gave no sign of seeing, the long ranks of soldiers holding back the populace about him—the windows crowded with black-bonneted women, the multitudes of uncovered heads, the purple draperies and the general wreaths everywhere. He passed like a man alone, who neither knew or thought of the world about him, and the sentiment his presence inspired was only sympathy and pity. The people seemed to see in the King one of themselves and the deep murmurs which arose here and there carried a note of sorrow and love almost as deep as the expressions which greeted the passage of the coffin of their Queen.: [586, 343, 822, 529]
- deck-runaway: Remarkable Runaway at Waucousta, Near Campbellsport.: [849, 1323, 1052, 1344]
- section-subhead: All Eyes on the Gun Carriage.: [125, 1414, 287, 1425]
- ad-homesteads-text: Send names of Soldiers who made Homesteads prior to 1874, no matter whether final proof was made or not. Cash paid.: [1450, 1614, 1569, 1648]
- deck-baseball: Initial Meeting of Baseball Men from the Various Leagues at Cleveland.: [604, 1407, 804, 1428]
- ad-pisos-text: Best Cough Syrup. Tastes Good. Use in time. Sold by druggists.: [1338, 1700, 1561, 1708]
- deck-evansville: Evansville Manufacturing Company Shows Great Liberality in Dealing with Its Men.: [847, 870, 1054, 890]
- separator: [1101, 456, 1291, 458]
- article-paragraph: The display of the naval and military forces reached the great total of 35,000 men.: [85, 673, 327, 695]
- headline-carry-case: CARRY $3 CASE TO SUPREME COURT.: [835, 521, 1066, 557]
- article-paragraph: I have already made up my mind to join with you and your country against America in case they continue to ignore the right, the justice of your cause. I know well my profession as an artillery officer. I have no fear of the whole world when I fight for a legitimate cause like yours. Between Gen. Aguinaldo administration is second to any army of the United States of America and the Philippines have the right to conquer our country. Yet Gen. Aguinaldo I am ready to give orders to go to your country and fight for the independence of your people and country at any moment.: [586, 1105, 822, 1247]
- article-paragraph: The scene was pathetic and imposing. The King, accompanied by Queen Alexandra and some princesses, who passed the night on board the royal yacht Victoria and Albert, proceeded to the royal yacht Alberta in a steam launch. King Edward boarded the yacht at 8:45, five minutes after Emperor William had crossed alongside the Alberta from the Hohenzollern.: [337, 321, 577, 409]
- article-paragraph: Guard was mounted on the warships and minute guns were fired as the coffin, borne by bluejackets, was transferred to the waiting saloon carriage.: [337, 259, 577, 303]
- article-paragraph: Three hundred musicians announced the coming of the body of the Queen. There was a long array of court officials, under the leadership of the Duke of Norfolk, the earl marshal all attired quaintly and brilliantly, bearing maces or wands, with equerries and aides, and then there was the royal lady for whom they were performing the last offices.: [337, 1795, 577, 1883]
- article-paragraph: At 11:55 a.m., as the first strains of Chopin's funeral march echoed through the streets, every head within hearing distance was bared.: [337, 1194, 577, 1227]
- article-paragraph: Immediately behind the coffin were carried the crown, globe, standard and a few choice wreaths.: [337, 536, 577, 558]
- section-subhead: No Mistaking the Kaiser.: [636, 534, 773, 545]
- article-paragraph: The day was somber, wet and chilly as are most of London's winter days. The cloudy sky added to the gloom of the whole city.: [85, 1759, 327, 1792]
- article-paragraph: nesses. A large bow of purple was attached to the coffin. This was the only symbol of mourning.: [586, 121, 822, 143]
- headline-killed-by-train: KILLED BY A TRAIN.: [1126, 1803, 1267, 1819]
- deck-lamp-explodes: Lamp Explodes Setting Fire to Woman and Her Husband Tries to Save Her.: [847, 268, 1054, 289]
- ad-headline-coughing: Coughing Leads to Consumption.: [1358, 713, 1541, 724]
- portrait-image: [1356, 1041, 1543, 1251]
- article-paragraph: Portsmouth, Feb. 2.—A heavy rain was: [96, 1967, 279, 1978]
- column-4: [831, 121, 1070, 2262]
- ad-paragraph: Many mothers hesitate to take their daughters to a physician for examination; but no mother need hesitate to write freely about her daughter or herself to Mrs. Pinkham and secure the most efficient advice without charge. Mrs. Pinkham's address is Lynn, Mass.: [1323, 970, 1576, 1035]
- article-paragraph: There was an ugly crush in the crowd at the Marble arch, when the gates were unexpectedly closed after the procession had passed. Several persons fainted.: [337, 1111, 577, 1155]
- ad-paragraph: Chronic Nasal Catarrh poisons every breath that is drawn into the lungs. There is procurable from any druggist the remedy for its cure. A small quantity of Ely's Cream Balm placed into the nostrils spreads over an inflamed and angry surface, relieves immediately the painful inflammation, cleanses, heals and cures. Drying inhalants, fumes, smokes and snuffs simply develop dry catarrh; they dry up the secretions which adhere to the membrane and decompose, causing a far more serious trouble than the ordinary form of catarrh. Avoid all drying inhalants, use Ely's Cream Balm. It is reliable and will cure catarrh, cold in the head and hay fever easily and pleasantly. All druggists sell it at 50 cents, or it will be mailed by Ely Brothers, 56 Warren St., N. Y.: [1323, 280, 1576, 455]
- article-paragraph: One thing is sure, that you could resist any army of invasion—you have a population of 12,000,000 and already a disciplined army of 50,000, well equipped with modern arms.: [586, 1057, 822, 1101]
- column-rule: [826, 109, 827, 2262]
- article-paragraph: There were quite a number of accidents during the crushes in London. Individual hospitals admitted at least thirty cases. Several persons were badly hurt through falling from elevated places.: [85, 1810, 327, 1865]
- separator: [1101, 1054, 1291, 1055]
- article-paragraph: Menasha, Wis., Feb. 6.—[Special.]—The semi-annual meeting of the Winnebago conference of the Wisconsin synod of the German Lutheran church closed this afternoon after a two-days' session. Of twenty members eligible to the conference nineteen were present, as follows:: [1078, 509, 1314, 575]
- headline-boy-shoots: BOY SHOOTS HIMSELF.: [1117, 1670, 1276, 1685]
- separator: [609, 1708, 799, 1709]
- article-paragraph: There was in Victoria's funeral procession absence of that black ceremonial generally connected with the final progress to the grave. Her coffin was drawn by cream-colored horses. The pall was white and the uniforms of the troops and the gold trappings of the field marshals, princes and representatives forming a glittering medley, gave brilliant coloring to the scene. The chief mourner himself, with his field marshal's uniform, even though this was partially hidden by his overcoat, surrounded by his corps, helped to lessen the symbols of mourning marking the route.: [85, 455, 327, 586]
- article-paragraph: As the gun carriage emerged from the station during a brief and impressive pause in the procession, all eyes were centered upon the pall, which covered the coffin.: [337, 1231, 577, 1274]
- article-paragraph: Most of the spectators expected an imposing catafalque and the coffin was almost past before they recognized its presence by removing their hats. It was a pathetically small oblong black concealed beneath a rich white satin pall, on the corners of which gleamed the royal arms. Across the pall the royal standard was draped, and a large crown of gold, encrusted with jewels, rested at the head of the coffin, which was at the rear of the gun carriage, just over the gun.: [337, 1901, 577, 2011]
- article-paragraph: Prior to the arrival of the funeral train, Maj. Edward Rassindale, a veteran officer, fell dead from excitement in the crowd.: [85, 1868, 327, 1901]
- article-paragraph: London, Feb. 2.—With every circumstance of splendid pomp befitting the obsequies of so mighty and well-beloved a monarch, all that is mortal of Queen Victoria has been borne through the streets of the capital and started towards the ancient fortress palace of the sovereigns of England. The solemn magnificence of yesterday's opening phase of these last rites were duly maintained. Perhaps the stately grandeur of today's sorrowful pageant through the swarming streets of London, with hundreds of thousands of mourners forming a black border to the route, will never be surpassed.: [85, 309, 327, 451]
- column-3: [586, 121, 822, 2262]
- section-subhead: Draping of the Gun Carriage.: [377, 1887, 538, 1899]
- ad-seeds-text: Last year we gathered our beautiful seeds. We received $500 more. For 16c. we mail 1000 kinds of choice flower seeds, 1000 kinds of rare, 20 magnificent earliest melons, 35 splendid vegetables, 1000 kinds of glorious flowers.: [1330, 1464, 1569, 1501]
- section-subhead: Resembled a Levee.: [152, 1016, 260, 1028]
- separator: [854, 1298, 1047, 1299]
- headline-players-organize: PLAYERS ORGANIZE.: [619, 1387, 789, 1404]
- column-rule: [1318, 109, 1320, 2262]
- article-paragraph: Mr. —— will be a useful ally to fight for the cause of the Philippines.: [586, 1032, 822, 1054]
- section-subhead: Spectators Struggle.: [149, 1600, 263, 1611]
- separator: [1101, 839, 1291, 840]
- headline-procession: THE PROCESSION.: [388, 1539, 526, 1556]
- ad-seeds: [1325, 1418, 1574, 1528]
- headline-share-with-employes: SHARE WITH EMPLOYES.: [853, 850, 1047, 867]
- headline-corpse-photographed: CORPSE PHOTOGRAPHED: [1098, 1061, 1294, 1078]
- headline-wife-burned: WIFE BURNED TO DEATH: [862, 222, 1039, 264]
- article-paragraph: Immediately after the company about the coffin three royal mourners rode abreast, King Edward VII. was the central figure of the three, but no less ostentatious personage was seen in the procession. A black chapeau, with a plume of white feathers, was on his head, and a long black cloak was buttoned around him and hung down over the big, black horse which he was riding. The King's familiar face seemed grave and careworn.: [586, 230, 822, 340]
- article-paragraph: West Superior, Wis., Feb. 6.—The body of John Mueller was exhumed and a photograph taken of it. The exhumation was made upon the petition of two Austrians who allege they are heirs of the dead man. The principal claimant is Katherine Mueller of Detroit, who alleges she is Mueller's widow, and there are two other women who also claim to be his widows. A large fortune is awaiting the person who can prove to be Mueller's heir.: [1078, 1106, 1314, 1216]
- column-2: [337, 121, 577, 2262]
